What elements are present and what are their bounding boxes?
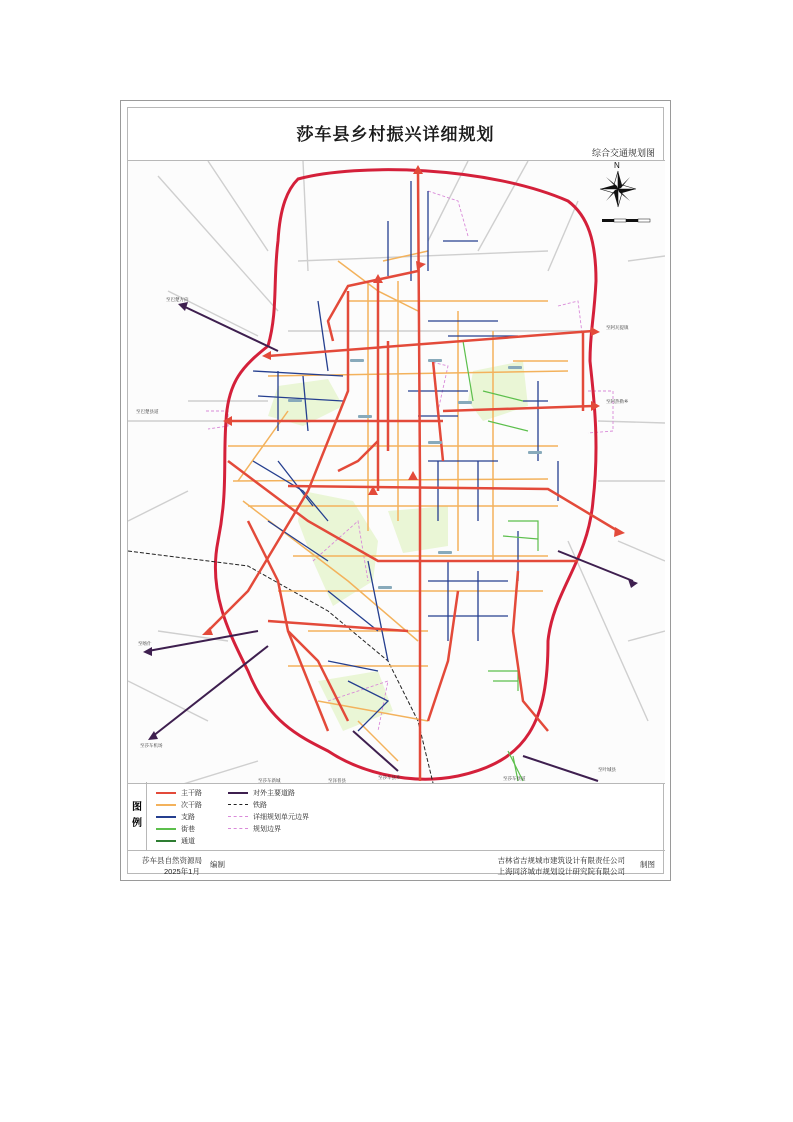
legend-item-railway	[228, 799, 267, 810]
legend-item-branch-road	[156, 811, 195, 822]
map-title: 莎车县乡村振兴详细规划	[296, 125, 495, 144]
label-southeast-road: 至叶城县	[598, 767, 616, 772]
map-subtitle: 综合交通规划图	[591, 148, 655, 158]
legend-swatch-external-road	[228, 792, 248, 794]
legend-swatch-secondary-road	[156, 804, 176, 806]
legend-header-char-2: 例	[132, 818, 142, 829]
legend-swatch-railway	[228, 804, 248, 805]
label-east-road-1: 至阿瓦提镇	[606, 325, 629, 330]
label-northwest-road: 至巴楚方向	[166, 297, 189, 302]
sheet-frame	[127, 107, 664, 874]
legend-swatch-planning-boundary	[228, 828, 248, 829]
legend-label-main-road: 主干路	[181, 789, 202, 797]
label-south-road-1: 至莎车新城	[258, 778, 281, 783]
legend-item-main-road	[156, 787, 202, 798]
legend-header-char-1: 图	[132, 802, 142, 813]
label-west-road: 至巴楚县道	[136, 409, 159, 414]
legend-item-secondary-road	[156, 799, 202, 810]
scale-bar	[602, 219, 650, 222]
legend-swatch-street-lane	[156, 828, 176, 830]
label-southwest-road-2: 至莎车机场	[140, 743, 163, 748]
legend-label-external-road: 对外主要道路	[253, 789, 295, 797]
legend-item-unit-boundary	[228, 811, 309, 822]
north-label: N	[614, 161, 620, 170]
footer-left-date: 2025年1月	[164, 867, 200, 876]
label-east-road-2: 至阿热勒乡	[606, 399, 629, 404]
footer-left-org: 莎车县自然资源局	[142, 856, 202, 865]
footer	[128, 850, 665, 881]
legend-item-greenway	[156, 835, 195, 846]
label-south-road-3: 至莎车县乡	[378, 775, 401, 780]
legend-label-street-lane: 街巷	[181, 825, 195, 833]
footer-right-org-1: 吉林省吉规城市建筑设计有限责任公司	[497, 856, 625, 865]
legend-swatch-unit-boundary	[228, 816, 248, 817]
map-background	[128, 161, 665, 783]
map-area	[128, 160, 665, 784]
transport-map	[128, 161, 665, 783]
legend-label-greenway: 通道	[181, 837, 195, 845]
legend-item-street-lane	[156, 823, 195, 834]
legend-label-unit-boundary: 详细规划单元边界	[253, 813, 309, 821]
legend-label-branch-road: 支路	[181, 813, 195, 821]
footer-right-action: 制图	[640, 860, 655, 869]
footer-right-org-2: 上海同济城市规划设计研究院有限公司	[497, 867, 625, 876]
label-south-road-4: 至莎车县道	[503, 776, 526, 781]
label-south-road-2: 至泽普县	[328, 778, 346, 783]
legend-label-railway: 铁路	[253, 801, 267, 809]
legend-swatch-greenway	[156, 840, 176, 842]
legend-label-secondary-road: 次干路	[181, 801, 202, 809]
map-sheet	[120, 100, 671, 881]
label-southwest-road-1: 至喀什	[138, 641, 152, 646]
legend-header	[128, 782, 147, 850]
footer-left-action: 编制	[210, 860, 225, 869]
legend-item-external-road	[228, 787, 295, 798]
legend-item-planning-boundary	[228, 823, 281, 834]
legend-swatch-branch-road	[156, 816, 176, 818]
legend-swatch-main-road	[156, 792, 176, 794]
legend	[128, 782, 665, 851]
legend-label-planning-boundary: 规划边界	[253, 825, 281, 833]
